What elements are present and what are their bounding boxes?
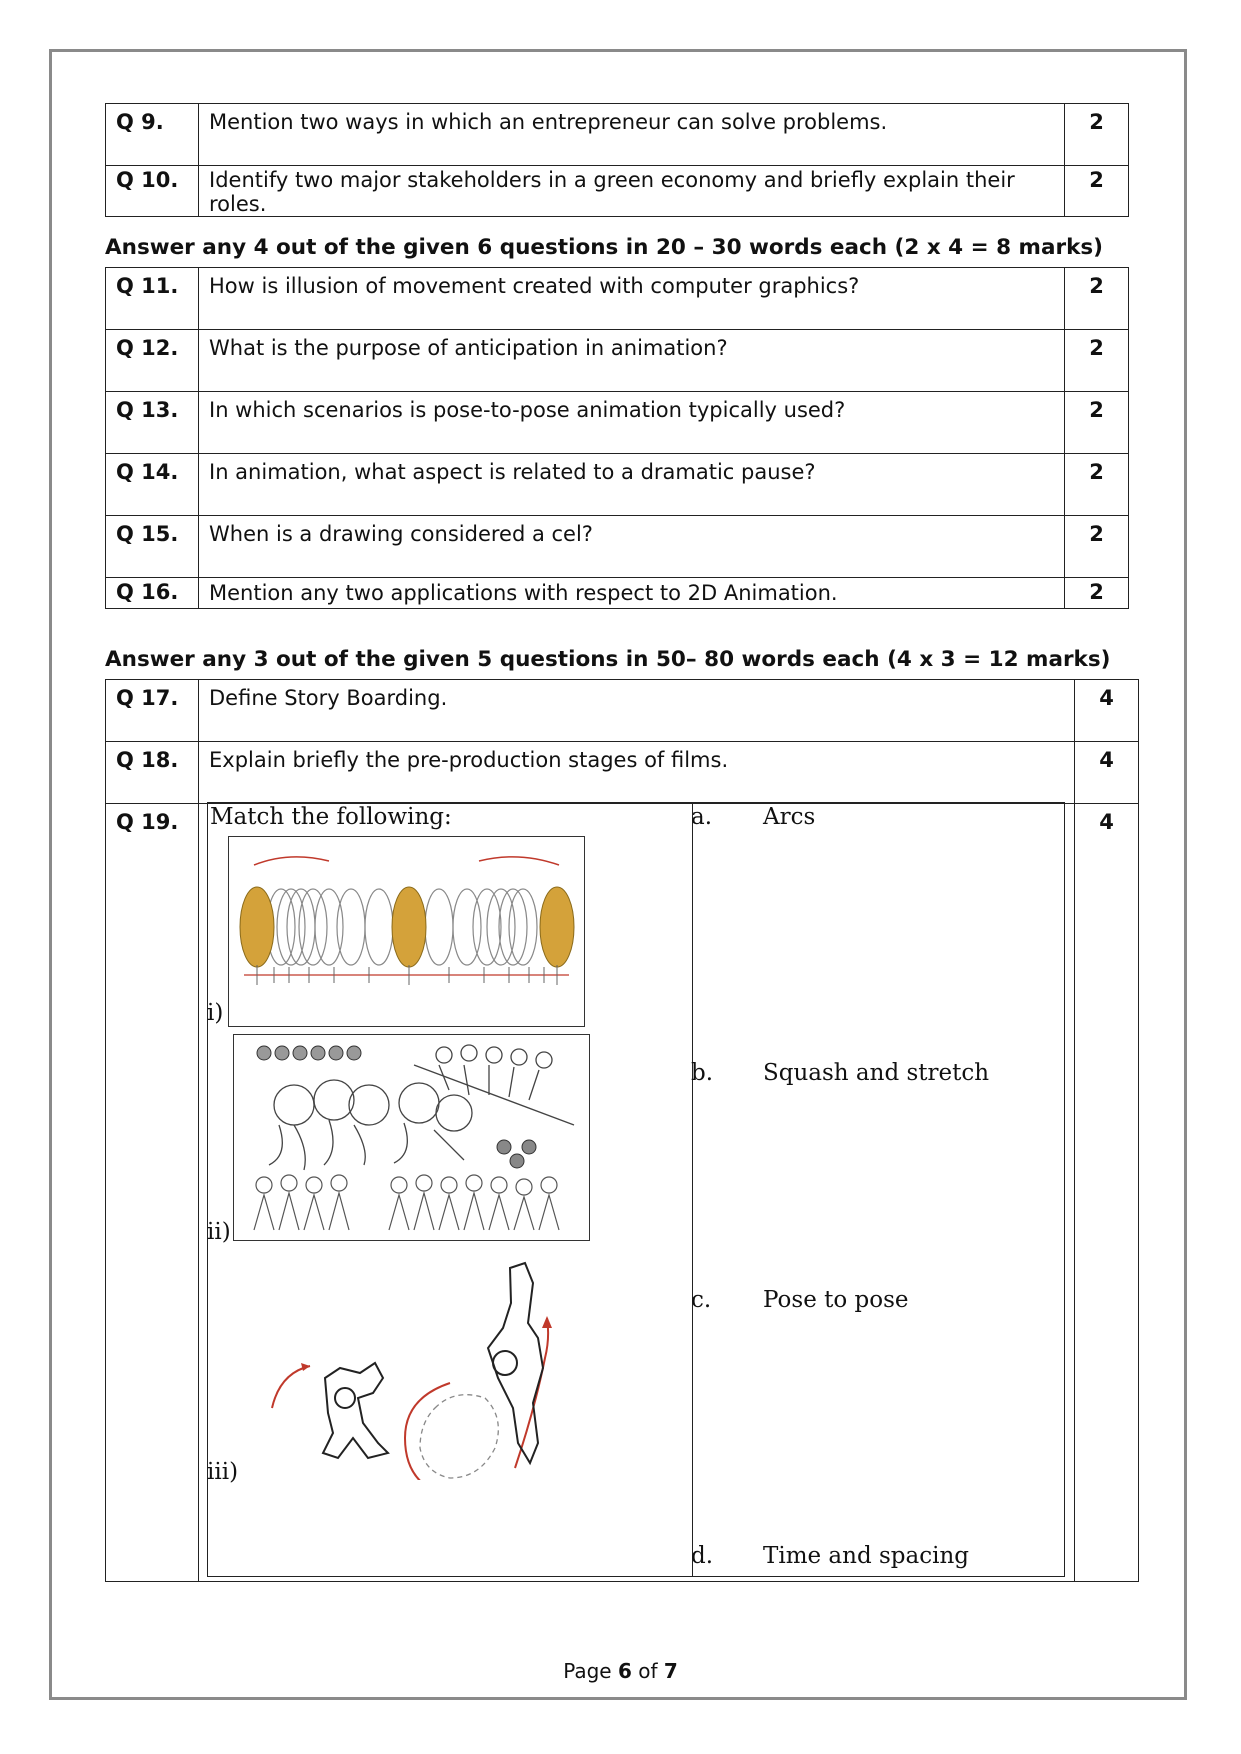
question-marks: 2 — [1065, 578, 1129, 609]
question-number: Q 18. — [106, 742, 199, 804]
question-text: When is a drawing considered a cel? — [199, 516, 1065, 578]
table-row — [106, 268, 1129, 330]
question-number: Q 9. — [106, 104, 199, 166]
question-table-1 — [105, 103, 1129, 217]
option-text-b: Squash and stretch — [763, 1060, 990, 1086]
character-arc-illustration — [265, 1258, 585, 1480]
question-number: Q 14. — [106, 454, 199, 516]
question-text: Explain briefly the pre-production stages of films. — [199, 742, 1075, 804]
figure-time-spacing — [228, 836, 585, 1027]
option-text-c: Pose to pose — [763, 1287, 909, 1313]
figure-squash-stretch — [233, 1034, 590, 1241]
question-number: Q 10. — [106, 166, 199, 217]
figure-arcs — [265, 1258, 585, 1480]
question-marks: 2 — [1065, 268, 1129, 330]
question-text: What is the purpose of anticipation in animation? — [199, 330, 1065, 392]
arc-swing — [405, 1383, 455, 1480]
coin-timing-illustration — [229, 837, 583, 1025]
option-letter-a: a. — [691, 804, 713, 830]
table-row — [106, 742, 1139, 804]
table-row — [106, 166, 1129, 217]
question-text: Define Story Boarding. — [199, 680, 1075, 742]
question-text: Mention two ways in which an entrepreneur can solve problems. — [199, 104, 1065, 166]
section-heading-short-answer: Answer any 4 out of the given 6 questions in 20 – 30 words each (2 x 4 = 8 marks) — [105, 235, 1103, 260]
question-marks: 2 — [1065, 454, 1129, 516]
footer-mid: of — [631, 1659, 664, 1683]
question-number: Q 12. — [106, 330, 199, 392]
question-marks: 2 — [1065, 104, 1129, 166]
question-number: Q 15. — [106, 516, 199, 578]
match-label-iii: iii) — [207, 1459, 239, 1485]
table-row — [106, 330, 1129, 392]
question-marks: 2 — [1065, 392, 1129, 454]
footer-prefix: Page — [563, 1659, 618, 1683]
question-marks: 4 — [1075, 742, 1139, 804]
question-text: In which scenarios is pose-to-pose animation typically used? — [199, 392, 1065, 454]
coin-end — [540, 887, 574, 967]
question-marks: 4 — [1075, 680, 1139, 742]
bouncing-characters-illustration — [234, 1035, 588, 1239]
footer-page-total: 7 — [663, 1659, 678, 1683]
option-letter-b: b. — [691, 1060, 714, 1086]
table-row — [106, 516, 1129, 578]
option-text-d: Time and spacing — [763, 1543, 970, 1569]
match-label-i: i) — [207, 1000, 224, 1026]
question-number: Q 13. — [106, 392, 199, 454]
question-text: Identify two major stakeholders in a green economy and briefly explain their roles. — [199, 166, 1065, 217]
column-divider — [692, 803, 693, 1576]
footer-page-number: 6 — [617, 1659, 632, 1683]
table-row — [106, 454, 1129, 516]
question-number: Q 17. — [106, 680, 199, 742]
table-row — [106, 680, 1139, 742]
question-marks: 2 — [1065, 330, 1129, 392]
arrow-left — [254, 857, 329, 865]
section-heading-long-answer: Answer any 3 out of the given 5 questions in 50– 80 words each (4 x 3 = 12 marks) — [105, 647, 1111, 672]
question-marks: 2 — [1065, 166, 1129, 217]
arrow-right — [479, 857, 559, 865]
match-instruction: Match the following: — [210, 804, 452, 830]
table-row — [106, 578, 1129, 609]
match-label-ii: ii) — [207, 1219, 231, 1245]
option-text-a: Arcs — [763, 804, 816, 830]
question-text: How is illusion of movement created with computer graphics? — [199, 268, 1065, 330]
question-text: In animation, what aspect is related to a dramatic pause? — [199, 454, 1065, 516]
question-marks: 4 — [1075, 804, 1139, 1582]
coin-start — [240, 887, 274, 967]
arc-arrow-small — [272, 1366, 310, 1408]
question-table-2 — [105, 267, 1129, 609]
question-text: Mention any two applications with respect to 2D Animation. — [199, 578, 1065, 609]
option-letter-d: d. — [691, 1543, 714, 1569]
table-row — [106, 104, 1129, 166]
coin-middle — [392, 887, 426, 967]
question-marks: 2 — [1065, 516, 1129, 578]
question-number: Q 11. — [106, 268, 199, 330]
table-row — [106, 392, 1129, 454]
question-number: Q 16. — [106, 578, 199, 609]
question-number: Q 19. — [106, 804, 199, 1582]
option-letter-c: c. — [691, 1287, 712, 1313]
page-footer — [0, 1659, 1241, 1683]
